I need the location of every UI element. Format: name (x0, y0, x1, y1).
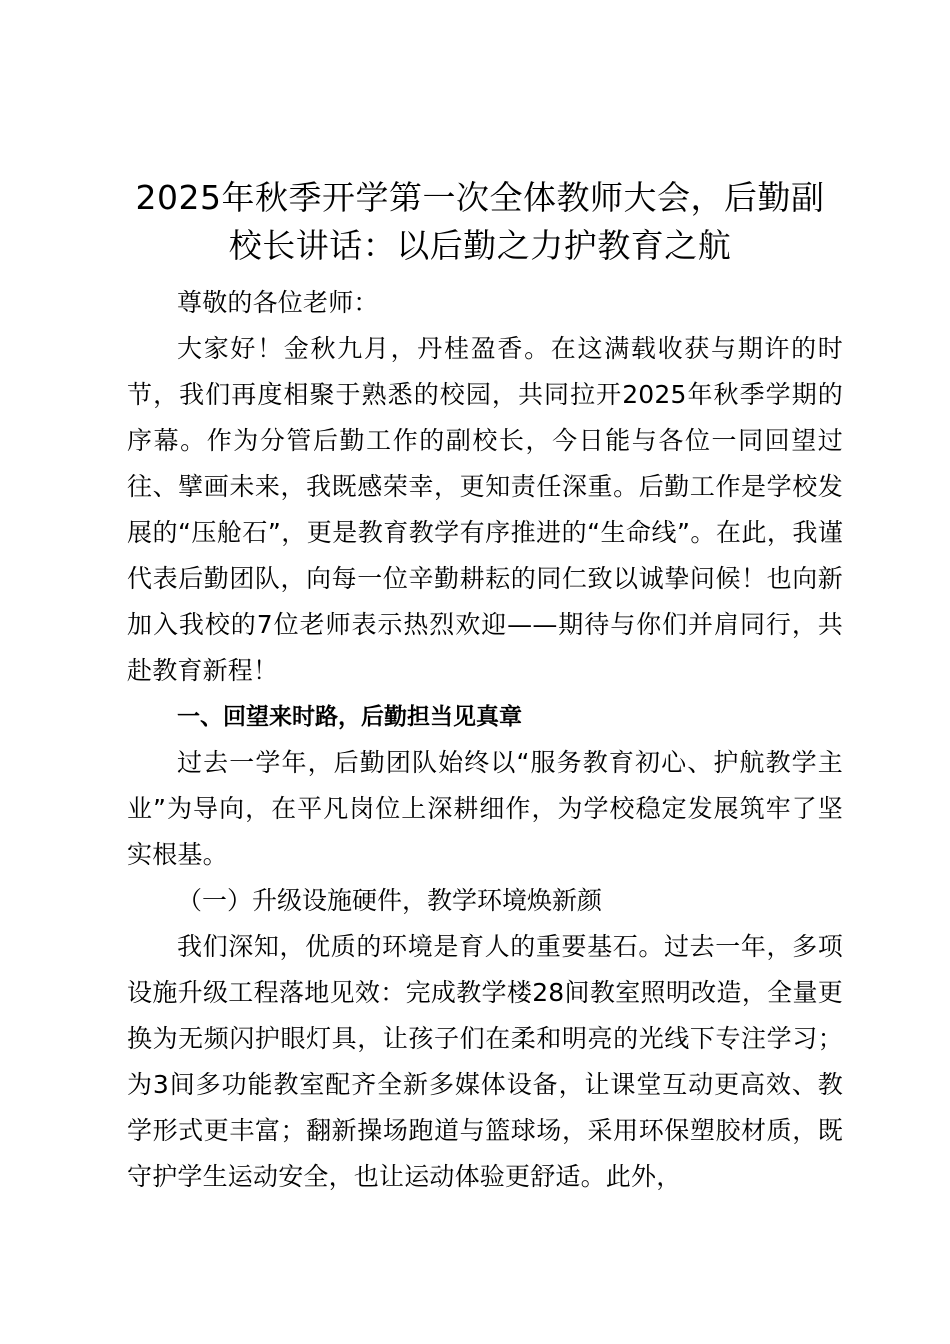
subsection-1-paragraph: 我们深知，优质的环境是育人的重要基石。过去一年，多项设施升级工程落地见效：完成教学楼28间教室照明改造，全量更换为无频闪护眼灯具，让孩子们在柔和明亮的光线下专注学习；为3间多功能教室配齐全新多媒体设备，让课堂互动更高效、教学形式更丰富；翻新操场跑道与篮球场，采用环保塑胶材质，既守护学生运动安全，也让运动体验更舒适。此外， (127, 932, 843, 1191)
salutation: 尊敬的各位老师： (177, 288, 379, 317)
document-title: 2025年秋季开学第一次全体教师大会，后勤副校长讲话：以后勤之力护教育之航 (135, 178, 825, 265)
subsection-1-heading: （一）升级设施硬件，教学环境焕新颜 (177, 886, 603, 915)
section-1-paragraph: 过去一学年，后勤团队始终以“服务教育初心、护航教学主业”为导向，在平凡岗位上深耕细作，为学校稳定发展筑牢了坚实根基。 (127, 748, 843, 869)
intro-paragraph: 大家好！金秋九月，丹桂盈香。在这满载收获与期许的时节，我们再度相聚于熟悉的校园，共同拉开2025年秋季学期的序幕。作为分管后勤工作的副校长，今日能与各位一同回望过往、擘画未来，我既感荣幸，更知责任深重。后勤工作是学校发展的“压舱石”，更是教育教学有序推进的“生命线”。在此，我谨代表后勤团队，向每一位辛勤耕耘的同仁致以诚挚问候！也向新加入我校的7位老师表示热烈欢迎——期待与你们并肩同行，共赴教育新程！ (127, 334, 843, 685)
document-body (127, 280, 843, 1200)
section-1-heading: 一、回望来时路，后勤担当见真章 (177, 704, 522, 730)
